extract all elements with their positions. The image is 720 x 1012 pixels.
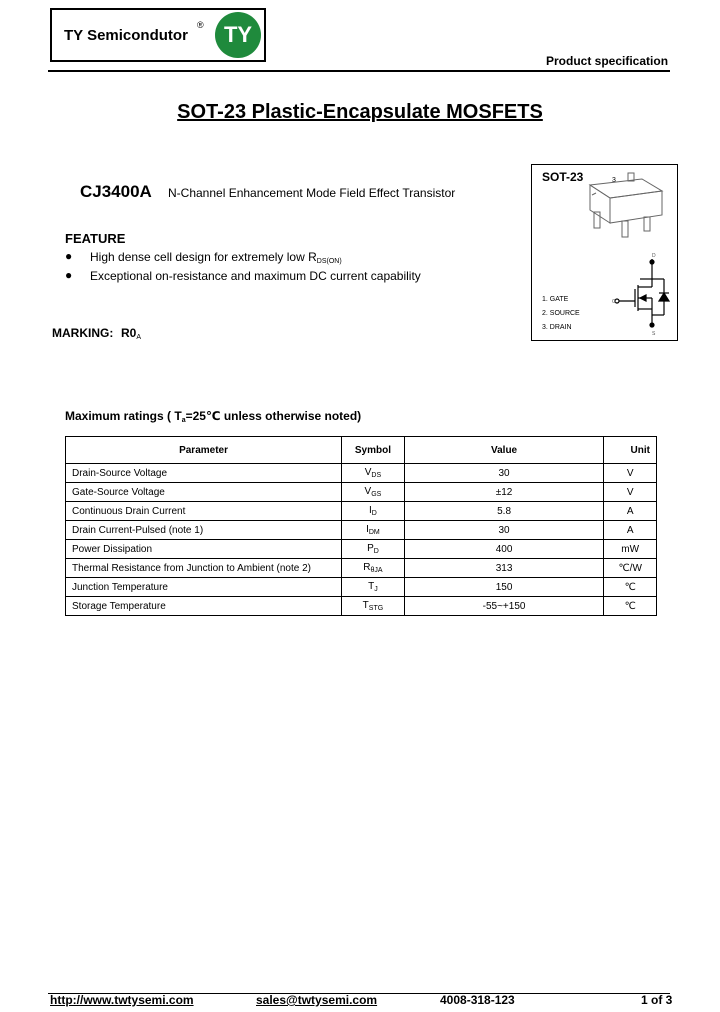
part-number: CJ3400A [80,182,152,201]
symbol-subscript: STG [368,605,384,612]
symbol-main: I [366,524,369,535]
feature-heading: FEATURE [65,231,126,246]
cell-unit: ℃/W [604,559,657,578]
table-header-row [66,437,657,464]
cell-unit: V [604,464,657,483]
cell-symbol [342,502,405,521]
marking-label: MARKING: [52,326,114,340]
symbol-subscript: GS [371,491,382,498]
symbol-subscript: D [373,548,379,555]
table-row [66,540,657,559]
cell-parameter: Junction Temperature [66,578,342,597]
cell-symbol [342,464,405,483]
cell-parameter: Gate-Source Voltage [66,483,342,502]
cell-value: ±12 [404,483,604,502]
table-row [66,578,657,597]
svg-text:D: D [652,253,656,259]
document-title: SOT-23 Plastic-Encapsulate MOSFETS [177,101,543,123]
symbol-subscript: D [371,510,377,517]
symbol-main: R [363,562,371,573]
cell-symbol [342,578,405,597]
footer-phone: 4008-318-123 [440,993,515,1007]
header-parameter: Parameter [66,437,342,464]
cell-value: 150 [404,578,604,597]
table-row [66,464,657,483]
table-row [66,483,657,502]
cell-unit: mW [604,540,657,559]
ratings-heading-prefix: Maximum ratings ( T [65,409,182,423]
pin-label-gate: 1. GATE [542,296,569,303]
cell-unit: ℃ [604,578,657,597]
cell-parameter: Power Dissipation [66,540,342,559]
pin-label-drain: 3. DRAIN [542,324,572,331]
feature-item [90,269,421,283]
cell-parameter: Drain Current-Pulsed (note 1) [66,521,342,540]
symbol-main: T [362,600,369,611]
pin-number-label: 3 [612,177,616,184]
bullet-icon: ● [65,249,73,263]
cell-symbol [342,540,405,559]
cell-parameter: Drain-Source Voltage [66,464,342,483]
cell-symbol [342,521,405,540]
package-title: SOT-23 [542,170,584,184]
cell-value: 400 [404,540,604,559]
mosfet-symbol-icon [615,259,669,327]
footer-email-link[interactable]: sales@twtysemi.com [256,993,378,1007]
cell-unit: A [604,521,657,540]
marking-value [121,326,141,341]
symbol-main: I [369,505,372,516]
svg-text:G: G [612,299,616,305]
marking-code: R0 [121,326,137,340]
bullet-icon: ● [65,268,73,282]
header-symbol: Symbol [342,437,405,464]
part-description: N-Channel Enhancement Mode Field Effect Transistor [168,186,456,200]
ratings-table-body [66,464,657,616]
cell-parameter: Storage Temperature [66,597,342,616]
header-divider [48,70,670,72]
table-row [66,521,657,540]
cell-unit: A [604,502,657,521]
cell-unit: V [604,483,657,502]
cell-value: 313 [404,559,604,578]
feature-item-text: Exceptional on-resistance and maximum DC current capability [90,269,421,283]
cell-symbol [342,483,405,502]
table-row [66,559,657,578]
symbol-subscript: θJA [370,567,383,574]
product-specification-label: Product specification [546,54,669,68]
symbol-subscript: J [374,586,378,593]
ratings-heading-sub: a [181,417,186,424]
ty-logo-icon: TY [215,12,261,58]
table-row [66,597,657,616]
cell-value: 5.8 [404,502,604,521]
cell-parameter: Thermal Resistance from Junction to Ambient (note 2) [66,559,342,578]
cell-symbol [342,597,405,616]
symbol-main: V [364,486,372,497]
feature-item [90,250,342,265]
pin-label-source: 2. SOURCE [542,310,580,317]
cell-value: -55~+150 [404,597,604,616]
cell-symbol [342,559,405,578]
svg-text:S: S [652,331,656,337]
symbol-main: P [367,543,374,554]
table-row [66,502,657,521]
package-diagram-box [531,164,678,341]
company-logo [50,8,266,62]
ratings-heading-suffix: =25℃ unless otherwise noted) [185,409,362,423]
cell-parameter: Continuous Drain Current [66,502,342,521]
registered-mark: ® [197,20,204,30]
marking-code-sub: A [136,334,142,341]
footer-page-number: 1 of 3 [641,993,673,1007]
cell-unit: ℃ [604,597,657,616]
cell-value: 30 [404,521,604,540]
ratings-heading [65,409,361,424]
maximum-ratings-table [65,436,657,616]
footer-website-link[interactable]: http://www.twtysemi.com [50,993,194,1007]
cell-value: 30 [404,464,604,483]
symbol-main: T [368,581,375,592]
header-value: Value [404,437,604,464]
symbol-main: V [364,467,372,478]
header-unit: Unit [604,437,657,464]
symbol-subscript: DM [368,529,380,536]
feature-item-sub: DS(ON) [316,258,342,265]
symbol-subscript: DS [371,472,382,479]
brand-name: TY Semicondutor [64,27,188,44]
feature-item-text: High dense cell design for extremely low R [90,250,317,264]
